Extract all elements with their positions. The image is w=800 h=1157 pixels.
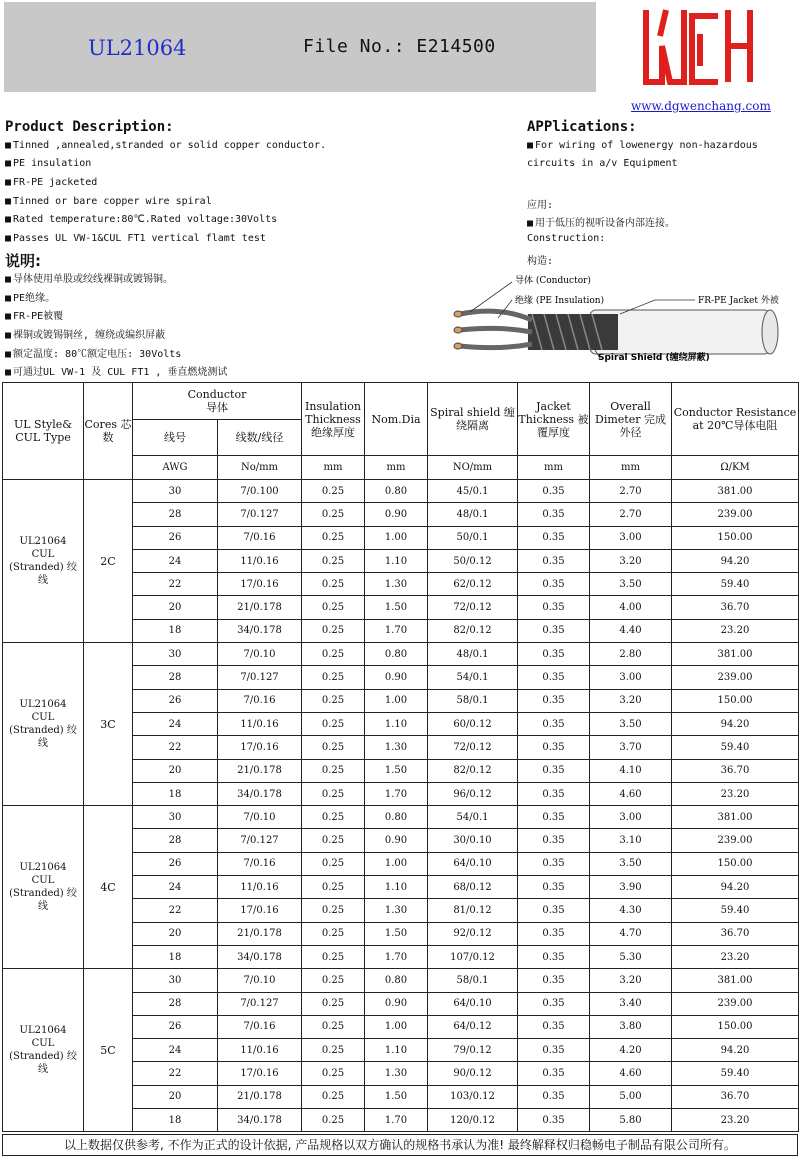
data-cell: 0.25 [302,969,365,992]
data-cell: 7/0.127 [218,666,302,689]
data-cell: 4.10 [590,759,672,782]
data-cell: 1.10 [365,549,428,572]
applications-cn-label: 应用: [527,200,554,211]
description-item: ■ Passes UL VW-1&CUL FT1 vertical flamt test [5,233,266,244]
data-cell: 59.40 [672,573,799,596]
style-cell: UL21064 CUL (Stranded) 绞线 [3,806,84,969]
unit-cell: AWG [133,456,218,480]
description-item: ■ FR-PE jacketed [5,177,98,188]
data-cell: 1.30 [365,899,428,922]
data-cell: 54/0.1 [428,806,518,829]
unit-cell: mm [590,456,672,480]
data-cell: 150.00 [672,852,799,875]
data-cell: 64/0.10 [428,992,518,1015]
data-cell: 1.70 [365,945,428,968]
data-cell: 3.80 [590,1015,672,1038]
data-cell: 11/0.16 [218,1039,302,1062]
description-item: ■ Tinned or bare copper wire spiral [5,196,212,207]
data-cell: 0.25 [302,759,365,782]
data-cell: 81/0.12 [428,899,518,922]
data-cell: 24 [133,1039,218,1062]
applications-cn-item: ■ 用于低压的视听设备内部连接。 [527,218,676,229]
data-cell: 22 [133,736,218,759]
data-cell: 381.00 [672,643,799,666]
diagram-label-jacket: FR-PE Jacket 外被 [698,296,779,306]
header-resistance: Conductor Resistance at 20℃导体电阻 [672,383,799,456]
data-cell: 1.70 [365,1109,428,1132]
data-cell: 0.35 [518,899,590,922]
data-cell: 24 [133,712,218,735]
explanation-item: ■ 额定温度: 80℃额定电压: 30Volts [5,349,182,360]
data-cell: 107/0.12 [428,945,518,968]
data-cell: 4.60 [590,782,672,805]
data-cell: 17/0.16 [218,899,302,922]
data-cell: 0.35 [518,852,590,875]
data-cell: 17/0.16 [218,573,302,596]
applications-title: APPlications: [527,119,637,135]
spec-table [2,382,799,1132]
data-cell: 26 [133,526,218,549]
header-conductor: Conductor 导体 [133,383,302,420]
data-cell: 3.00 [590,666,672,689]
header-nomdia: Nom.Dia [365,383,428,456]
data-cell: 21/0.178 [218,759,302,782]
data-cell: 0.35 [518,643,590,666]
data-cell: 34/0.178 [218,1109,302,1132]
data-cell: 0.90 [365,829,428,852]
data-cell: 0.35 [518,480,590,503]
data-cell: 21/0.178 [218,922,302,945]
table-row [3,480,799,503]
data-cell: 20 [133,922,218,945]
construction-label: Construction: [527,233,606,244]
cores-cell: 3C [84,643,133,806]
explanation-title: 说明: [5,252,41,270]
data-cell: 18 [133,619,218,642]
data-cell: 0.35 [518,1015,590,1038]
website-link[interactable]: www.dgwenchang.com [631,99,771,113]
data-cell: 54/0.1 [428,666,518,689]
data-cell: 3.50 [590,573,672,596]
data-cell: 0.35 [518,1062,590,1085]
data-cell: 1.10 [365,876,428,899]
data-cell: 59.40 [672,1062,799,1085]
data-cell: 11/0.16 [218,712,302,735]
data-cell: 0.35 [518,503,590,526]
explanation-item: ■ 裸铜或镀锡铜丝, 缠绕或编织屏蔽 [5,330,166,341]
data-cell: 239.00 [672,503,799,526]
data-cell: 5.80 [590,1109,672,1132]
file-number: File No.: E214500 [303,36,496,57]
data-cell: 72/0.12 [428,596,518,619]
data-cell: 22 [133,899,218,922]
data-cell: 150.00 [672,1015,799,1038]
data-cell: 0.35 [518,829,590,852]
data-cell: 0.25 [302,480,365,503]
company-logo [640,6,756,88]
header-strand: 线数/线径 [218,420,302,456]
data-cell: 0.80 [365,806,428,829]
data-cell: 17/0.16 [218,736,302,759]
data-cell: 21/0.178 [218,1085,302,1108]
data-cell: 1.70 [365,782,428,805]
data-cell: 0.25 [302,922,365,945]
data-cell: 4.00 [590,596,672,619]
data-cell: 7/0.16 [218,526,302,549]
data-cell: 1.30 [365,1062,428,1085]
data-cell: 58/0.1 [428,689,518,712]
data-cell: 3.00 [590,526,672,549]
data-cell: 0.25 [302,852,365,875]
data-cell: 0.25 [302,1062,365,1085]
data-cell: 0.25 [302,666,365,689]
data-cell: 0.35 [518,992,590,1015]
explanation-item: ■ 导体使用单股或绞线裸铜或镀锡铜。 [5,274,174,285]
data-cell: 23.20 [672,619,799,642]
diagram-label-conductor: 导体 (Conductor) [515,276,591,286]
data-cell: 7/0.127 [218,829,302,852]
data-cell: 0.35 [518,689,590,712]
data-cell: 28 [133,503,218,526]
data-cell: 36.70 [672,759,799,782]
data-cell: 7/0.16 [218,852,302,875]
data-cell: 96/0.12 [428,782,518,805]
data-cell: 94.20 [672,1039,799,1062]
data-cell: 50/0.12 [428,549,518,572]
data-cell: 64/0.12 [428,1015,518,1038]
data-cell: 1.30 [365,736,428,759]
style-cell: UL21064 CUL (Stranded) 绞线 [3,643,84,806]
data-cell: 150.00 [672,526,799,549]
data-cell: 239.00 [672,992,799,1015]
data-cell: 18 [133,782,218,805]
data-cell: 1.10 [365,1039,428,1062]
data-cell: 5.00 [590,1085,672,1108]
data-cell: 0.25 [302,526,365,549]
data-cell: 11/0.16 [218,876,302,899]
header-insulation: Insulation Thickness 绝缘厚度 [302,383,365,456]
data-cell: 2.70 [590,480,672,503]
data-cell: 1.00 [365,1015,428,1038]
data-cell: 3.20 [590,969,672,992]
data-cell: 1.00 [365,852,428,875]
data-cell: 22 [133,573,218,596]
data-cell: 0.35 [518,945,590,968]
data-cell: 3.20 [590,549,672,572]
diagram-label-shield: Spiral Shield (缠绕屏蔽) [598,353,710,363]
data-cell: 50/0.1 [428,526,518,549]
data-cell: 94.20 [672,876,799,899]
description-item: ■ Rated temperature:80℃.Rated voltage:30Volts [5,214,278,225]
data-cell: 62/0.12 [428,573,518,596]
data-cell: 18 [133,945,218,968]
data-cell: 24 [133,876,218,899]
data-cell: 0.25 [302,573,365,596]
data-cell: 0.25 [302,782,365,805]
data-cell: 381.00 [672,480,799,503]
data-cell: 23.20 [672,782,799,805]
data-cell: 239.00 [672,829,799,852]
data-cell: 94.20 [672,549,799,572]
data-cell: 26 [133,852,218,875]
data-cell: 0.90 [365,992,428,1015]
data-cell: 7/0.127 [218,992,302,1015]
data-cell: 5.30 [590,945,672,968]
data-cell: 0.25 [302,503,365,526]
data-cell: 0.25 [302,829,365,852]
data-cell: 3.20 [590,689,672,712]
data-cell: 17/0.16 [218,1062,302,1085]
data-cell: 150.00 [672,689,799,712]
data-cell: 7/0.16 [218,689,302,712]
data-cell: 36.70 [672,596,799,619]
data-cell: 48/0.1 [428,503,518,526]
data-cell: 30/0.10 [428,829,518,852]
data-cell: 28 [133,992,218,1015]
data-cell: 0.35 [518,619,590,642]
data-cell: 1.50 [365,596,428,619]
unit-cell: Ω/KM [672,456,799,480]
data-cell: 7/0.10 [218,643,302,666]
unit-cell: mm [518,456,590,480]
data-cell: 239.00 [672,666,799,689]
data-cell: 34/0.178 [218,619,302,642]
data-cell: 20 [133,759,218,782]
data-cell: 1.00 [365,526,428,549]
data-cell: 0.25 [302,1085,365,1108]
data-cell: 59.40 [672,899,799,922]
data-cell: 381.00 [672,806,799,829]
cores-cell: 2C [84,480,133,643]
style-cell: UL21064 CUL (Stranded) 绞线 [3,969,84,1132]
data-cell: 11/0.16 [218,549,302,572]
data-cell: 90/0.12 [428,1062,518,1085]
data-cell: 30 [133,969,218,992]
data-cell: 48/0.1 [428,643,518,666]
data-cell: 0.25 [302,1015,365,1038]
data-cell: 94.20 [672,712,799,735]
data-cell: 3.10 [590,829,672,852]
data-cell: 0.90 [365,503,428,526]
data-cell: 36.70 [672,922,799,945]
data-cell: 92/0.12 [428,922,518,945]
style-cell: UL21064 CUL (Stranded) 绞线 [3,480,84,643]
explanation-item: ■ PE绝缘。 [5,293,56,304]
header-cores: Cores 芯数 [84,383,133,480]
header-shield: Spiral shield 缠绕隔离 [428,383,518,456]
data-cell: 82/0.12 [428,759,518,782]
data-cell: 20 [133,1085,218,1108]
data-cell: 3.40 [590,992,672,1015]
data-cell: 0.25 [302,992,365,1015]
construction-cn-label: 构造: [527,256,554,267]
data-cell: 7/0.100 [218,480,302,503]
data-cell: 7/0.16 [218,1015,302,1038]
data-cell: 0.80 [365,480,428,503]
data-cell: 58/0.1 [428,969,518,992]
data-cell: 45/0.1 [428,480,518,503]
unit-cell: No/mm [218,456,302,480]
data-cell: 20 [133,596,218,619]
data-cell: 22 [133,1062,218,1085]
data-cell: 7/0.10 [218,806,302,829]
data-cell: 0.35 [518,759,590,782]
data-cell: 0.25 [302,689,365,712]
data-cell: 0.80 [365,969,428,992]
data-cell: 23.20 [672,1109,799,1132]
data-cell: 21/0.178 [218,596,302,619]
data-cell: 1.10 [365,712,428,735]
data-cell: 72/0.12 [428,736,518,759]
data-cell: 381.00 [672,969,799,992]
unit-cell: NO/mm [428,456,518,480]
data-cell: 1.50 [365,1085,428,1108]
data-cell: 28 [133,666,218,689]
table-row [3,969,799,992]
data-cell: 1.00 [365,689,428,712]
data-cell: 0.25 [302,643,365,666]
data-cell: 0.35 [518,736,590,759]
data-cell: 3.50 [590,852,672,875]
data-cell: 1.70 [365,619,428,642]
cable-diagram [440,270,800,370]
data-cell: 3.00 [590,806,672,829]
data-cell: 0.35 [518,969,590,992]
data-cell: 0.35 [518,573,590,596]
footnote: 以上数据仅供参考, 不作为正式的设计依据, 产品规格以双方确认的规格书承认为准! 最终解释权归稳畅电子制品有限公司所有。 [2,1134,798,1156]
diagram-label-insulation: 绝缘 (PE Insulation) [515,296,605,306]
data-cell: 0.90 [365,666,428,689]
data-cell: 103/0.12 [428,1085,518,1108]
table-row [3,643,799,666]
data-cell: 18 [133,1109,218,1132]
data-cell: 0.25 [302,1109,365,1132]
data-cell: 23.20 [672,945,799,968]
cores-cell: 4C [84,806,133,969]
data-cell: 0.25 [302,899,365,922]
description-item: ■ Tinned ,annealed,stranded or solid copper conductor. [5,140,327,151]
data-cell: 30 [133,643,218,666]
data-cell: 4.30 [590,899,672,922]
explanation-item: ■ FR-PE被覆 [5,311,64,322]
data-cell: 0.35 [518,712,590,735]
data-cell: 60/0.12 [428,712,518,735]
data-cell: 0.25 [302,736,365,759]
data-cell: 4.70 [590,922,672,945]
description-title: Product Description: [5,119,174,135]
header-style: UL Style& CUL Type [3,383,84,480]
data-cell: 3.50 [590,712,672,735]
data-cell: 0.35 [518,922,590,945]
model-title: UL21064 [88,36,187,60]
data-cell: 0.25 [302,945,365,968]
data-cell: 0.35 [518,1085,590,1108]
data-cell: 0.35 [518,806,590,829]
data-cell: 4.60 [590,1062,672,1085]
data-cell: 0.25 [302,619,365,642]
data-cell: 4.20 [590,1039,672,1062]
unit-cell: mm [302,456,365,480]
data-cell: 0.35 [518,876,590,899]
data-cell: 0.35 [518,666,590,689]
header-od: Overall Dimeter 完成外径 [590,383,672,456]
table-row [3,806,799,829]
data-cell: 0.25 [302,712,365,735]
data-cell: 30 [133,480,218,503]
data-cell: 26 [133,689,218,712]
data-cell: 1.50 [365,759,428,782]
data-cell: 0.35 [518,1039,590,1062]
data-cell: 0.25 [302,806,365,829]
description-item: ■ PE insulation [5,158,92,169]
cores-cell: 5C [84,969,133,1132]
data-cell: 4.40 [590,619,672,642]
data-cell: 68/0.12 [428,876,518,899]
data-cell: 0.35 [518,1109,590,1132]
data-cell: 24 [133,549,218,572]
data-cell: 34/0.178 [218,945,302,968]
data-cell: 7/0.127 [218,503,302,526]
data-cell: 0.25 [302,549,365,572]
header-jacket: Jacket Thickness 被覆厚度 [518,383,590,456]
data-cell: 3.70 [590,736,672,759]
data-cell: 64/0.10 [428,852,518,875]
data-cell: 0.25 [302,596,365,619]
data-cell: 1.50 [365,922,428,945]
data-cell: 79/0.12 [428,1039,518,1062]
data-cell: 0.35 [518,526,590,549]
data-cell: 0.35 [518,549,590,572]
data-cell: 1.30 [365,573,428,596]
unit-cell: mm [365,456,428,480]
data-cell: 7/0.10 [218,969,302,992]
data-cell: 0.25 [302,876,365,899]
data-cell: 0.25 [302,1039,365,1062]
data-cell: 26 [133,1015,218,1038]
data-cell: 34/0.178 [218,782,302,805]
data-cell: 0.35 [518,782,590,805]
explanation-item: ■ 可通过UL VW-1 及 CUL FT1 , 垂直燃烧测试 [5,367,228,378]
data-cell: 0.80 [365,643,428,666]
applications-line: circuits in a/v Equipment [527,158,678,169]
data-cell: 28 [133,829,218,852]
data-cell: 59.40 [672,736,799,759]
applications-line: ■ For wiring of lowenergy non-hazardous [527,140,758,151]
data-cell: 0.35 [518,596,590,619]
data-cell: 120/0.12 [428,1109,518,1132]
data-cell: 2.80 [590,643,672,666]
data-cell: 2.70 [590,503,672,526]
data-cell: 30 [133,806,218,829]
data-cell: 82/0.12 [428,619,518,642]
data-cell: 36.70 [672,1085,799,1108]
header-gauge: 线号 [133,420,218,456]
data-cell: 3.90 [590,876,672,899]
